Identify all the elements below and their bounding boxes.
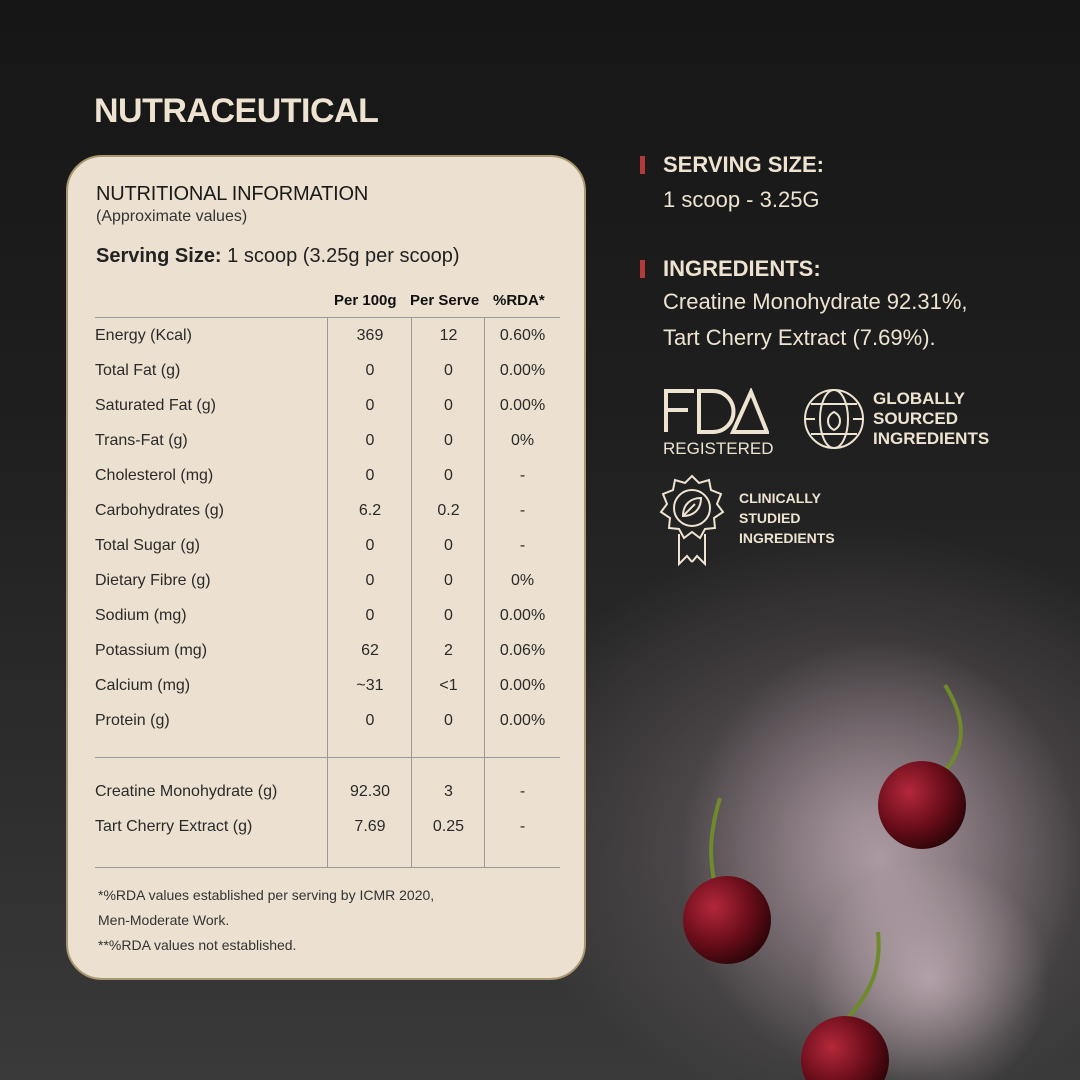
table-cell: Dietary Fibre (g): [95, 572, 211, 589]
table-cell: Saturated Fat (g): [95, 397, 216, 414]
table-cell: 0.00%: [499, 607, 546, 624]
table-cell: Calcium (mg): [95, 677, 191, 694]
table-cell: 0: [444, 607, 453, 624]
col-header: Per Serve: [410, 292, 480, 309]
table-cell: 0.2: [437, 502, 460, 519]
table-cell: 0: [365, 572, 375, 589]
serving-size: Serving Size: 1 scoop (3.25g per scoop): [96, 245, 460, 267]
table-cell: 6.2: [358, 502, 382, 519]
table-cell: 369: [356, 327, 384, 344]
table-cell: Potassium (mg): [95, 642, 208, 659]
accent-bar: [640, 260, 645, 278]
table-cell: 0: [444, 397, 453, 414]
brand-title: NUTRACEUTICAL: [94, 92, 379, 130]
table-cell: Total Fat (g): [95, 362, 181, 379]
ingredient-line: Creatine Monohydrate 92.31%,: [663, 289, 968, 314]
table-cell: 0.25: [432, 818, 465, 835]
table-cell: 2: [444, 642, 453, 659]
table-cell: 0: [365, 432, 375, 449]
table-cell: 12: [439, 327, 458, 344]
footnote: **%RDA values not established.: [98, 937, 297, 953]
globally-sourced-badge: GLOBALLY SOURCED INGREDIENTS: [803, 388, 989, 450]
table-row: [95, 599, 560, 634]
table-cell: 92.30: [349, 783, 391, 800]
table-cell: Total Sugar (g): [95, 537, 200, 554]
table-row: [95, 529, 560, 564]
table-cell: 0: [444, 712, 453, 729]
serving-title: SERVING SIZE:: [663, 152, 824, 177]
table-cell: 0.00%: [499, 397, 546, 414]
table-cell: -: [519, 502, 526, 519]
table-cell: 0: [365, 467, 375, 484]
table-cell: Energy (Kcal): [95, 327, 192, 344]
table-cell: 0.00%: [499, 712, 546, 729]
table-row: [95, 459, 560, 494]
table-cell: -: [519, 783, 526, 800]
table-cell: Sodium (mg): [95, 607, 187, 624]
table-row: [95, 704, 560, 739]
table-cell: 0: [444, 467, 453, 484]
table-cell: Cholesterol (mg): [95, 467, 214, 484]
clinically-studied-badge: CLINICALLY STUDIED INGREDIENTS: [657, 474, 835, 566]
globe-leaf-icon: [803, 388, 865, 450]
table-row: [95, 669, 560, 704]
table-cell: 0: [365, 362, 375, 379]
table-cell: 0: [365, 537, 375, 554]
award-leaf-icon: [657, 474, 727, 566]
table-cell: 3: [444, 783, 453, 800]
col-header: Per 100g: [334, 292, 397, 309]
ingredients-title: INGREDIENTS:: [663, 256, 821, 281]
table-cell: 7.69: [354, 818, 386, 835]
label-title: NUTRITIONAL INFORMATION: [96, 183, 369, 205]
table-row: [95, 564, 560, 599]
serving-value: 1 scoop - 3.25G: [663, 187, 820, 212]
table-cell: Protein (g): [95, 712, 170, 729]
table-cell: 0.00%: [499, 362, 546, 379]
table-row: [95, 319, 560, 354]
table-cell: 0: [444, 572, 453, 589]
accent-bar: [640, 156, 645, 174]
table-cell: <1: [439, 677, 458, 694]
table-cell: ~31: [356, 677, 384, 694]
table-cell: 0: [365, 397, 375, 414]
table-cell: 0: [365, 607, 375, 624]
table-cell: 0%: [510, 572, 535, 589]
col-header: %RDA*: [493, 292, 545, 309]
table-row: [95, 424, 560, 459]
table-cell: -: [519, 537, 526, 554]
footnote: Men-Moderate Work.: [98, 912, 230, 928]
table-row: [95, 494, 560, 529]
table-cell: Creatine Monohydrate (g): [95, 783, 278, 800]
table-row: [95, 389, 560, 424]
table-cell: Carbohydrates (g): [95, 502, 224, 519]
table-cell: 0.06%: [499, 642, 546, 659]
table-cell: 0.00%: [499, 677, 546, 694]
table-row: [95, 634, 560, 669]
table-cell: 62: [361, 642, 379, 659]
fda-badge: REGISTERED: [663, 388, 774, 459]
footnote: *%RDA values established per serving by ICMR 2020,: [98, 887, 435, 903]
table-row: [95, 775, 560, 810]
table-cell: 0: [444, 537, 453, 554]
table-row: [95, 810, 560, 845]
table-cell: Tart Cherry Extract (g): [95, 818, 253, 835]
table-cell: 0%: [510, 432, 535, 449]
table-row: [95, 354, 560, 389]
table-cell: 0.60%: [499, 327, 546, 344]
table-cell: -: [519, 467, 526, 484]
nutrition-label: [66, 155, 586, 980]
fda-logo-icon: [663, 388, 769, 434]
table-cell: 0: [444, 432, 453, 449]
table-cell: Trans-Fat (g): [95, 432, 188, 449]
divider: [95, 867, 560, 868]
table-cell: 0: [365, 712, 375, 729]
label-subtitle: (Approximate values): [96, 208, 248, 225]
table-cell: 0: [444, 362, 453, 379]
table-cell: -: [519, 818, 526, 835]
cherries-illustration: [600, 560, 1080, 1080]
ingredient-line: Tart Cherry Extract (7.69%).: [663, 325, 936, 350]
